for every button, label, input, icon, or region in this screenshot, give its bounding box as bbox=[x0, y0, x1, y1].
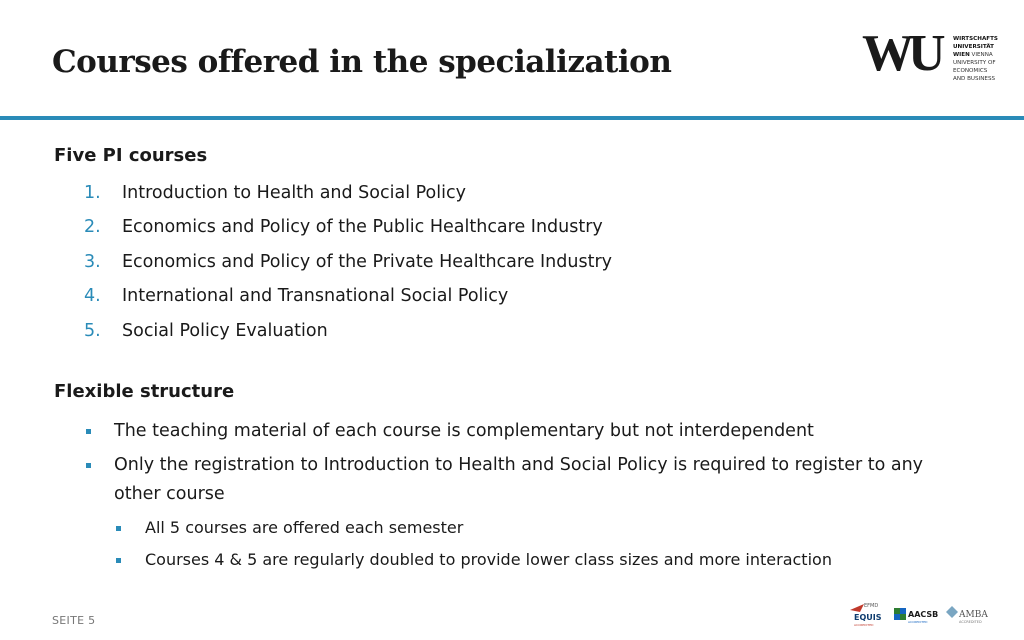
amba-logo bbox=[946, 606, 988, 624]
list-item bbox=[84, 252, 612, 272]
sub-bullet-text: All 5 courses are offered each semester bbox=[145, 518, 464, 537]
list-number: 2. bbox=[84, 217, 101, 237]
list-number: 3. bbox=[84, 252, 101, 272]
list-item-text: Economics and Policy of the Public Healthcare Industry bbox=[122, 217, 603, 237]
list-number: 4. bbox=[84, 286, 101, 306]
aacsb-logo bbox=[894, 608, 938, 624]
list-item bbox=[84, 183, 466, 203]
wu-logo-text: WIRTSCHAFTS UNIVERSITÄT WIEN VIENNA UNIVERSITY OF ECONOMICS AND BUSINESS bbox=[953, 36, 998, 82]
svg-text:ACCREDITED: ACCREDITED bbox=[854, 623, 874, 627]
accreditation-logos bbox=[846, 598, 1006, 628]
list-item bbox=[84, 286, 508, 306]
bullet-text: Only the registration to Introduction to Health and Social Policy is required to register to any other course bbox=[114, 455, 924, 504]
section-heading-structure: Flexible structure bbox=[54, 381, 235, 402]
bullet-square-icon bbox=[86, 463, 91, 468]
svg-text:AACSB: AACSB bbox=[908, 610, 939, 619]
sub-bullet-text: Courses 4 & 5 are regularly doubled to provide lower class sizes and more interaction bbox=[145, 550, 832, 569]
svg-text:ACCREDITED: ACCREDITED bbox=[908, 620, 928, 624]
bullet-square-icon bbox=[116, 558, 121, 563]
bullet-text: The teaching material of each course is complementary but not interdependent bbox=[114, 421, 814, 441]
equis-logo bbox=[850, 603, 882, 627]
bullet-square-icon bbox=[116, 526, 121, 531]
svg-text:AMBA: AMBA bbox=[959, 610, 988, 620]
list-item-text: Social Policy Evaluation bbox=[122, 321, 328, 341]
list-item-text: Economics and Policy of the Private Healthcare Industry bbox=[122, 252, 612, 272]
svg-text:EFMD: EFMD bbox=[864, 603, 879, 609]
list-item bbox=[84, 321, 328, 341]
list-number: 5. bbox=[84, 321, 101, 341]
list-number: 1. bbox=[84, 183, 101, 203]
list-item bbox=[84, 217, 603, 237]
svg-text:EQUIS: EQUIS bbox=[854, 613, 882, 622]
svg-text:ACCREDITED: ACCREDITED bbox=[959, 620, 982, 624]
wu-logo-mark: WU bbox=[862, 25, 940, 82]
page-number: SEITE 5 bbox=[52, 614, 96, 627]
bullet-square-icon bbox=[86, 429, 91, 434]
section-heading-courses: Five PI courses bbox=[54, 145, 208, 166]
wu-logo bbox=[862, 25, 1012, 105]
list-item-text: Introduction to Health and Social Policy bbox=[122, 183, 466, 203]
list-item-text: International and Transnational Social Policy bbox=[122, 286, 509, 306]
slide-title: Courses offered in the specialization bbox=[52, 44, 672, 80]
header-divider bbox=[0, 116, 1024, 120]
